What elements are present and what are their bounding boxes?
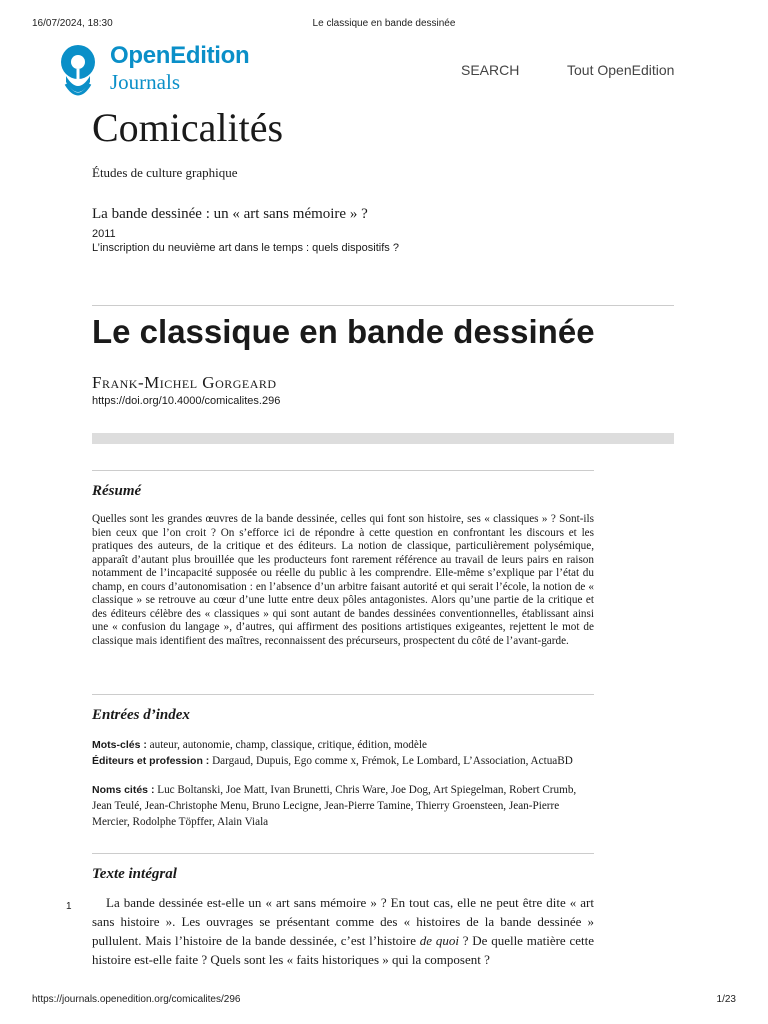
issue-theme: L’inscription du neuvième art dans le temps : quels dispositifs ? bbox=[92, 242, 399, 254]
names-label: Noms cités : bbox=[92, 784, 155, 796]
fulltext-heading: Texte intégral bbox=[92, 866, 177, 882]
journal-title[interactable]: Comicalités bbox=[92, 105, 284, 150]
index-keywords bbox=[92, 737, 594, 753]
issue-year: 2011 bbox=[92, 228, 116, 240]
abstract-heading: Résumé bbox=[92, 483, 142, 499]
print-url: https://journals.openedition.org/comicalites/296 bbox=[32, 994, 241, 1005]
journal-subtitle: Études de culture graphique bbox=[92, 165, 238, 180]
print-doc-title: Le classique en bande dessinée bbox=[312, 18, 456, 29]
print-datetime: 16/07/2024, 18:30 bbox=[32, 18, 113, 29]
index-names bbox=[92, 782, 594, 830]
divider bbox=[92, 305, 674, 306]
toolbar-bar bbox=[92, 433, 674, 444]
paragraph-number: 1 bbox=[66, 901, 72, 912]
publishers-value[interactable]: Dargaud, Dupuis, Ego comme x, Frémok, Le Lombard, L’Association, ActuaBD bbox=[212, 755, 573, 767]
paragraph-emphasis: de quoi bbox=[419, 933, 459, 948]
divider bbox=[92, 470, 594, 471]
names-value[interactable]: Luc Boltanski, Joe Matt, Ivan Brunetti, Chris Ware, Joe Dog, Art Spiegelman, Robert Crumb, Jean Teulé, Jean-Christophe Menu, Bruno Lecigne, Jean-Pierre Tamine, Thierry Groensteen, Jean-Pierre Mercier, Rodolphe Töpffer, Alain Viala bbox=[92, 784, 577, 828]
article-doi[interactable]: https://doi.org/10.4000/comicalites.296 bbox=[92, 395, 281, 407]
search-link[interactable]: SEARCH bbox=[461, 62, 520, 78]
paragraph-text-end: ? De quelle matière cette histoire est-elle faite ? Quels sont les « faits historiques » qui la composent ? bbox=[92, 933, 595, 967]
fulltext-paragraph bbox=[92, 893, 594, 969]
print-page-number: 1/23 bbox=[716, 994, 736, 1005]
openedition-logo-icon bbox=[52, 42, 104, 98]
index-publishers bbox=[92, 753, 594, 769]
all-openedition-link[interactable]: Tout OpenEdition bbox=[567, 62, 675, 78]
openedition-logo[interactable] bbox=[52, 42, 282, 98]
divider bbox=[92, 694, 594, 695]
divider bbox=[92, 853, 594, 854]
keywords-label: Mots-clés : bbox=[92, 739, 147, 751]
keywords-value[interactable]: auteur, autonomie, champ, classique, critique, édition, modèle bbox=[149, 739, 427, 751]
publishers-label: Éditeurs et profession : bbox=[92, 755, 210, 767]
article-author[interactable]: Frank-Michel Gorgeard bbox=[92, 373, 277, 392]
issue-title[interactable]: La bande dessinée : un « art sans mémoire » ? bbox=[92, 206, 368, 222]
abstract-text: Quelles sont les grandes œuvres de la bande dessinée, celles qui font son histoire, ses « classiques » ? Sont-ils bien ceux que l’on croit ? On s’efforce ici de répondre à cette question en confrontant les discours et les pratiques des auteurs, de la critique et des éditeurs. La notion de classique, particulièrement polysémique, apparaît d’autant plus brouillée que les producteurs font rarement référence au travail de leurs pairs en raison notamment de l’incapacité supposée ou réelle du public à les comprendre. Elle-même s’explique par l’état du champ, en cours d’autonomisation : en l’absence d’un arbitre faisant autorité et qui serait l’école, la notion de « classique » se retrouve au cœur d’une lutte entre deux pôles antagonistes. Alors qu’une partie de la critique et des éditeurs célèbre des « classiques » qui sont autant de bandes dessinées conventionnelles, établissant ainsi une « confusion du langage », d’autres, qui affirment des positions artistiques exigeantes, rejettent le mot de classique mais identifient des maîtres, reconnaissent des précurseurs, prospectent du côté de l’avant-garde. bbox=[92, 513, 594, 647]
paragraph-text-start: La bande dessinée est-elle un « art sans mémoire » ? En tout cas, elle ne peut être dite « art sans histoire ». Les ouvrages se présentant comme des « histoires de la bande dessinée » pullulent. Mais l’histoire de la bande dessinée, c’est l’histoire bbox=[92, 895, 594, 948]
index-heading: Entrées d’index bbox=[92, 707, 190, 723]
brand-name: OpenEdition bbox=[110, 42, 250, 69]
article-title: Le classique en bande dessinée bbox=[92, 313, 595, 350]
brand-subname: Journals bbox=[110, 70, 180, 94]
print-footer bbox=[32, 994, 736, 1008]
print-header bbox=[32, 18, 736, 32]
